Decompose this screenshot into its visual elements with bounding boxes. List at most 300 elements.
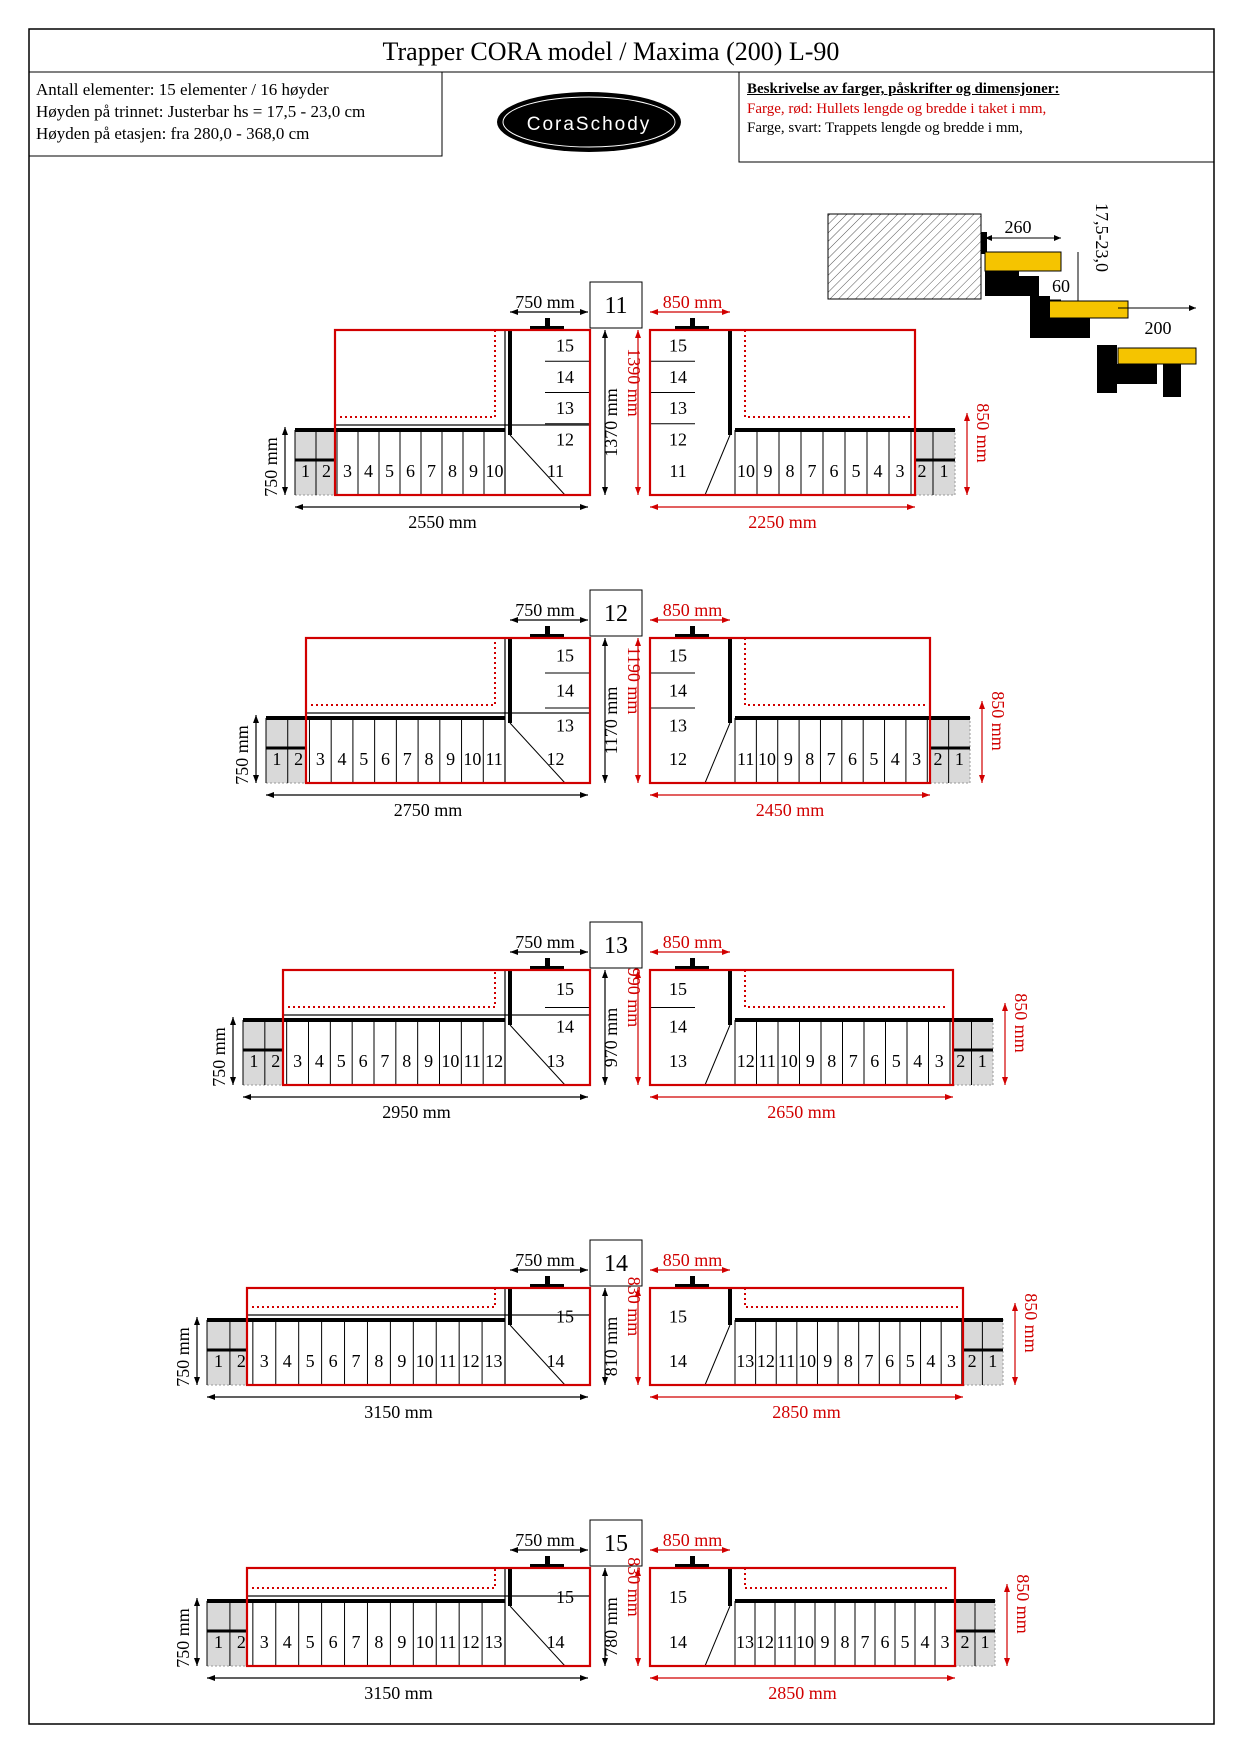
dimension-arrow bbox=[722, 1547, 730, 1553]
left-depth-label: 1370 mm bbox=[601, 388, 621, 457]
dimension-arrow bbox=[194, 1598, 200, 1606]
step-number: 9 bbox=[397, 1351, 407, 1371]
dimension-arrow bbox=[650, 617, 658, 623]
step-number: 13 bbox=[669, 1051, 687, 1071]
step-number: 1 bbox=[213, 1351, 223, 1371]
dimension-arrow bbox=[602, 1658, 608, 1666]
dimension-arrow bbox=[194, 1317, 200, 1325]
step-number: 11 bbox=[758, 1051, 776, 1071]
step-number: 2 bbox=[933, 749, 943, 769]
ceiling-hole-outline bbox=[650, 970, 953, 1085]
step-number: 6 bbox=[381, 749, 390, 769]
step-number: 12 bbox=[461, 1351, 480, 1371]
step-number: 8 bbox=[843, 1351, 853, 1371]
svg-text:200: 200 bbox=[1144, 318, 1172, 338]
stair-variants bbox=[173, 282, 1041, 1703]
left-stair-plan bbox=[173, 1530, 621, 1703]
step-number: 7 bbox=[351, 1632, 361, 1652]
winder-diagonal bbox=[705, 1025, 730, 1085]
dimension-arrow bbox=[282, 427, 288, 435]
ceiling-hole-dotted bbox=[340, 330, 495, 417]
dimension-arrow bbox=[1012, 1303, 1018, 1311]
right-depth-label: 990 mm bbox=[624, 967, 644, 1028]
step-number: 10 bbox=[796, 1632, 814, 1652]
step-number: 3 bbox=[293, 1051, 303, 1071]
ceiling-hole-dotted bbox=[745, 1568, 950, 1588]
info-floor-height: Høyden på etasjen: fra 280,0 - 368,0 cm bbox=[36, 124, 310, 143]
right-width-label: 850 mm bbox=[662, 292, 723, 312]
ceiling-hole-outline bbox=[283, 970, 590, 1085]
variant-id: 15 bbox=[604, 1531, 628, 1557]
step-number: 14 bbox=[669, 1016, 687, 1037]
dimension-arrow bbox=[722, 1267, 730, 1273]
step-number: 12 bbox=[556, 429, 574, 450]
dimension-arrow bbox=[253, 715, 259, 723]
newel-post bbox=[690, 1556, 695, 1566]
step-number: 2 bbox=[956, 1051, 966, 1071]
dimension-arrow bbox=[979, 701, 985, 709]
step-detail-diagram bbox=[828, 203, 1196, 397]
newel-post bbox=[690, 626, 695, 636]
info-step-height: Høyden på trinnet: Justerbar hs = 17,5 - 23,0 cm bbox=[36, 102, 366, 121]
dimension-arrow bbox=[650, 1675, 658, 1681]
step-number: 4 bbox=[364, 461, 373, 481]
winder-diagonal bbox=[705, 435, 730, 495]
left-width-label: 750 mm bbox=[515, 932, 575, 952]
ceiling-hole-dotted bbox=[745, 638, 925, 705]
step-number: 2 bbox=[271, 1051, 281, 1071]
step-number: 5 bbox=[891, 1051, 901, 1071]
legend-heading: Beskrivelse av farger, påskrifter og dimensjoner: bbox=[747, 81, 1060, 97]
dimension-arrow bbox=[580, 792, 588, 798]
ceiling-hole-dotted bbox=[311, 638, 495, 705]
step-number: 13 bbox=[736, 1632, 754, 1652]
step-number: 15 bbox=[669, 1306, 687, 1327]
left-width-label: 750 mm bbox=[515, 292, 575, 312]
step-number: 5 bbox=[359, 749, 369, 769]
page-title: Trapper CORA model / Maxima (200) L-90 bbox=[382, 37, 840, 66]
step-number: 6 bbox=[358, 1051, 368, 1071]
left-stair-plan bbox=[232, 600, 621, 820]
step-number: 5 bbox=[305, 1351, 315, 1371]
dimension-arrow bbox=[635, 1077, 641, 1085]
svg-text:260: 260 bbox=[1004, 217, 1032, 237]
newel-post bbox=[690, 958, 695, 968]
step-number: 3 bbox=[946, 1351, 956, 1371]
step-number: 8 bbox=[785, 461, 795, 481]
step-number: 6 bbox=[829, 461, 839, 481]
step-number: 6 bbox=[885, 1351, 895, 1371]
svg-text:17,5-23,0: 17,5-23,0 bbox=[1092, 203, 1112, 272]
left-rise-label: 750 mm bbox=[232, 725, 252, 785]
step-number: 6 bbox=[328, 1632, 338, 1652]
svg-text:60: 60 bbox=[1052, 276, 1070, 296]
left-length-label: 2550 mm bbox=[408, 512, 477, 532]
step-number: 1 bbox=[272, 749, 282, 769]
newel-post bbox=[545, 1276, 550, 1286]
step-number: 14 bbox=[556, 366, 574, 387]
step-number: 12 bbox=[461, 1632, 480, 1652]
left-stair-plan bbox=[209, 932, 621, 1122]
left-length-label: 3150 mm bbox=[364, 1683, 433, 1703]
dimension-arrow bbox=[635, 1658, 641, 1666]
dimension-arrow bbox=[580, 1094, 588, 1100]
step-number: 2 bbox=[294, 749, 304, 769]
right-depth-label: 830 mm bbox=[624, 1557, 644, 1617]
dimension-arrow bbox=[635, 638, 641, 646]
dimension-arrow bbox=[580, 617, 588, 623]
left-stair-plan bbox=[261, 292, 621, 532]
right-depth-label: 1390 mm bbox=[624, 348, 644, 417]
dimension-arrow bbox=[580, 504, 588, 510]
step-number: 6 bbox=[848, 749, 857, 769]
dimension-arrow bbox=[650, 1267, 658, 1273]
newel-post bbox=[690, 318, 695, 328]
step-number: 12 bbox=[546, 749, 565, 769]
step-number: 12 bbox=[669, 429, 687, 450]
variant-id: 13 bbox=[604, 933, 628, 959]
step-number: 9 bbox=[823, 1351, 833, 1371]
right-depth-label: 1190 mm bbox=[624, 646, 644, 715]
dimension-arrow bbox=[650, 1094, 658, 1100]
step-number: 2 bbox=[236, 1351, 246, 1371]
step-number: 13 bbox=[556, 398, 574, 419]
step-number: 11 bbox=[485, 749, 503, 769]
dimension-arrow bbox=[1004, 1584, 1010, 1592]
dimension-arrow bbox=[266, 792, 274, 798]
step-number: 5 bbox=[851, 461, 861, 481]
hole-width-label: 850 mm bbox=[1013, 1574, 1033, 1634]
step-number: 2 bbox=[322, 461, 331, 481]
right-width-label: 850 mm bbox=[662, 932, 723, 952]
left-length-label: 2950 mm bbox=[382, 1102, 451, 1122]
dimension-arrow bbox=[635, 487, 641, 495]
step-number: 8 bbox=[448, 461, 457, 481]
step-number: 5 bbox=[385, 461, 394, 481]
winder-diagonal bbox=[705, 1606, 730, 1666]
stair-outline bbox=[306, 713, 590, 783]
left-rise-label: 750 mm bbox=[261, 437, 281, 497]
right-depth-label: 830 mm bbox=[624, 1276, 644, 1337]
dimension-arrow bbox=[635, 775, 641, 783]
variant-id: 12 bbox=[604, 601, 628, 627]
dimension-arrow bbox=[650, 792, 658, 798]
step-number: 12 bbox=[736, 1051, 755, 1071]
step-number: 10 bbox=[779, 1051, 798, 1071]
step-number: 9 bbox=[446, 749, 456, 769]
dimension-arrow bbox=[580, 1547, 588, 1553]
variant-id: 11 bbox=[604, 293, 628, 319]
winder-diagonal bbox=[705, 1325, 730, 1385]
dimension-arrow bbox=[602, 1288, 608, 1296]
step-number: 8 bbox=[840, 1632, 850, 1652]
step-number: 1 bbox=[939, 461, 949, 481]
step-number: 3 bbox=[259, 1632, 269, 1652]
step-number: 15 bbox=[556, 1306, 574, 1327]
ceiling-hole-dotted bbox=[252, 1568, 495, 1588]
step-number: 5 bbox=[869, 749, 879, 769]
dimension-arrow bbox=[722, 617, 730, 623]
step-number: 7 bbox=[351, 1351, 361, 1371]
step-number: 15 bbox=[556, 978, 574, 999]
dimension-arrow bbox=[580, 1267, 588, 1273]
newel-post bbox=[690, 1276, 695, 1286]
svg-text:CoraSchody: CoraSchody bbox=[526, 114, 652, 135]
right-length-label: 2250 mm bbox=[748, 512, 817, 532]
step-number: 7 bbox=[402, 749, 412, 769]
ceiling-hole-dotted bbox=[288, 970, 495, 1007]
step-number: 10 bbox=[485, 461, 504, 481]
step-number: 11 bbox=[737, 749, 755, 769]
dimension-arrow bbox=[580, 1675, 588, 1681]
step-number: 10 bbox=[415, 1351, 434, 1371]
winder-diagonal bbox=[705, 723, 730, 783]
left-rise-label: 750 mm bbox=[173, 1608, 193, 1668]
step-number: 1 bbox=[301, 461, 310, 481]
step-number: 9 bbox=[469, 461, 478, 481]
step-number: 8 bbox=[402, 1051, 412, 1071]
step-number: 2 bbox=[236, 1632, 246, 1652]
left-depth-label: 780 mm bbox=[601, 1597, 621, 1657]
step-number: 13 bbox=[484, 1632, 503, 1652]
left-depth-label: 970 mm bbox=[601, 1007, 621, 1068]
step-number: 14 bbox=[669, 1632, 687, 1652]
dimension-arrow bbox=[650, 1547, 658, 1553]
stair-variant-13 bbox=[209, 922, 1031, 1122]
hole-width-label: 850 mm bbox=[973, 403, 993, 463]
step-number: 4 bbox=[314, 1051, 324, 1071]
step-number: 14 bbox=[669, 366, 687, 387]
step-number: 12 bbox=[669, 749, 687, 769]
dimension-arrow bbox=[580, 1394, 588, 1400]
step-number: 9 bbox=[397, 1632, 407, 1652]
dimension-arrow bbox=[1004, 1658, 1010, 1666]
left-depth-label: 1170 mm bbox=[601, 686, 621, 755]
step-number: 14 bbox=[546, 1632, 565, 1652]
dimension-arrow bbox=[955, 1394, 963, 1400]
step-number: 8 bbox=[827, 1051, 837, 1071]
right-length-label: 2850 mm bbox=[768, 1683, 837, 1703]
dimension-arrow bbox=[1002, 1077, 1008, 1085]
step-number: 10 bbox=[441, 1051, 460, 1071]
dimension-arrow bbox=[650, 309, 658, 315]
left-length-label: 2750 mm bbox=[393, 800, 463, 820]
step-number: 5 bbox=[905, 1351, 915, 1371]
step-number: 14 bbox=[669, 1351, 687, 1371]
step-number: 15 bbox=[556, 335, 574, 356]
newel-post bbox=[545, 626, 550, 636]
dimension-arrow bbox=[650, 504, 658, 510]
step-number: 15 bbox=[669, 1587, 687, 1607]
step-number: 15 bbox=[669, 335, 687, 356]
step-number: 6 bbox=[328, 1351, 338, 1371]
step-number: 2 bbox=[960, 1632, 970, 1652]
left-width-label: 750 mm bbox=[515, 1250, 575, 1270]
ceiling-hole-dotted bbox=[745, 1288, 958, 1307]
dimension-arrow bbox=[1002, 1003, 1008, 1011]
step-number: 1 bbox=[249, 1051, 259, 1071]
dimension-arrow bbox=[964, 413, 970, 421]
step-number: 3 bbox=[343, 461, 352, 481]
step-number: 12 bbox=[756, 1351, 775, 1371]
step-number: 4 bbox=[913, 1051, 923, 1071]
newel-post bbox=[545, 1556, 550, 1566]
left-depth-label: 810 mm bbox=[601, 1316, 621, 1377]
dimension-arrow bbox=[602, 775, 608, 783]
dimension-arrow bbox=[230, 1077, 236, 1085]
step-number: 7 bbox=[864, 1351, 874, 1371]
left-rise-label: 750 mm bbox=[173, 1327, 193, 1387]
dimension-arrow bbox=[722, 309, 730, 315]
step-number: 4 bbox=[926, 1351, 936, 1371]
step-number: 7 bbox=[860, 1632, 870, 1652]
left-width-label: 750 mm bbox=[515, 600, 575, 620]
legend-red-line: Farge, rød: Hullets lengde og bredde i taket i mm, bbox=[747, 101, 1047, 117]
dimension-arrow bbox=[602, 638, 608, 646]
right-stair-plan bbox=[624, 292, 993, 532]
step-number: 6 bbox=[406, 461, 415, 481]
dimension-arrow bbox=[602, 330, 608, 338]
dimension-arrow bbox=[907, 504, 915, 510]
step-number: 10 bbox=[758, 749, 777, 769]
step-number: 11 bbox=[439, 1632, 457, 1652]
step-number: 13 bbox=[669, 715, 687, 736]
right-width-label: 850 mm bbox=[662, 1530, 723, 1550]
dimension-arrow bbox=[947, 1675, 955, 1681]
step-number: 7 bbox=[427, 461, 436, 481]
left-rise-label: 750 mm bbox=[209, 1027, 229, 1087]
step-number: 14 bbox=[556, 680, 574, 701]
step-number: 4 bbox=[873, 461, 883, 481]
step-number: 13 bbox=[669, 398, 687, 419]
step-number: 11 bbox=[669, 461, 687, 481]
right-length-label: 2650 mm bbox=[767, 1102, 836, 1122]
step-number: 11 bbox=[546, 461, 565, 481]
dimension-arrow bbox=[580, 309, 588, 315]
step-number: 3 bbox=[895, 461, 905, 481]
dimension-arrow bbox=[580, 949, 588, 955]
right-stair-plan bbox=[624, 932, 1031, 1122]
variant-id: 14 bbox=[604, 1251, 628, 1277]
step-number: 3 bbox=[934, 1051, 944, 1071]
step-number: 9 bbox=[805, 1051, 815, 1071]
dimension-arrow bbox=[243, 1094, 251, 1100]
stair-variant-11 bbox=[261, 282, 993, 532]
dimension-arrow bbox=[635, 1377, 641, 1385]
step-number: 13 bbox=[556, 715, 574, 736]
dimension-arrow bbox=[650, 949, 658, 955]
dimension-arrow bbox=[650, 1394, 658, 1400]
step-number: 4 bbox=[890, 749, 900, 769]
step-number: 7 bbox=[807, 461, 817, 481]
stair-outline bbox=[283, 1015, 590, 1085]
step-number: 7 bbox=[848, 1051, 858, 1071]
hole-width-label: 850 mm bbox=[1021, 1293, 1041, 1353]
step-number: 1 bbox=[977, 1051, 987, 1071]
dimension-arrow bbox=[1012, 1377, 1018, 1385]
step-number: 5 bbox=[336, 1051, 346, 1071]
step-number: 6 bbox=[870, 1051, 880, 1071]
step-number: 4 bbox=[282, 1351, 292, 1371]
right-length-label: 2450 mm bbox=[755, 800, 825, 820]
step-number: 9 bbox=[820, 1632, 830, 1652]
right-stair-plan bbox=[624, 1250, 1041, 1422]
dimension-arrow bbox=[635, 330, 641, 338]
step-number: 8 bbox=[805, 749, 815, 769]
step-number: 10 bbox=[415, 1632, 434, 1652]
step-number: 2 bbox=[917, 461, 927, 481]
left-stair-plan bbox=[173, 1250, 621, 1422]
info-elements: Antall elementer: 15 elementer / 16 høyder bbox=[36, 80, 329, 99]
step-number: 7 bbox=[380, 1051, 390, 1071]
stair-outline bbox=[650, 970, 953, 1085]
dimension-arrow bbox=[194, 1377, 200, 1385]
left-length-label: 3150 mm bbox=[364, 1402, 433, 1422]
step-number: 10 bbox=[798, 1351, 817, 1371]
right-width-label: 850 mm bbox=[662, 600, 723, 620]
ceiling-hole-dotted bbox=[252, 1288, 495, 1307]
coraschody-logo bbox=[497, 92, 681, 152]
hole-width-label: 850 mm bbox=[1011, 993, 1031, 1053]
step-number: 14 bbox=[546, 1351, 565, 1371]
dimension-arrow bbox=[602, 970, 608, 978]
step-number: 15 bbox=[556, 1587, 574, 1607]
step-number: 4 bbox=[282, 1632, 292, 1652]
step-number: 1 bbox=[954, 749, 964, 769]
dimension-arrow bbox=[722, 949, 730, 955]
stair-variant-15 bbox=[173, 1520, 1033, 1703]
step-number: 12 bbox=[756, 1632, 774, 1652]
dimension-arrow bbox=[979, 775, 985, 783]
step-number: 11 bbox=[776, 1632, 794, 1652]
step-number: 1 bbox=[213, 1632, 223, 1652]
newel-post bbox=[545, 318, 550, 328]
stair-variant-12 bbox=[232, 590, 1008, 820]
step-number: 11 bbox=[463, 1051, 481, 1071]
dimension-arrow bbox=[282, 487, 288, 495]
stair-variant-14 bbox=[173, 1240, 1041, 1422]
step-number: 4 bbox=[920, 1632, 930, 1652]
step-number: 13 bbox=[484, 1351, 503, 1371]
step-number: 3 bbox=[940, 1632, 950, 1652]
newel-post bbox=[545, 958, 550, 968]
step-number: 15 bbox=[556, 645, 574, 666]
dimension-arrow bbox=[602, 1568, 608, 1576]
step-number: 9 bbox=[783, 749, 793, 769]
dimension-arrow bbox=[207, 1675, 215, 1681]
step-number: 15 bbox=[669, 645, 687, 666]
dimension-arrow bbox=[207, 1394, 215, 1400]
dimension-arrow bbox=[602, 1077, 608, 1085]
right-width-label: 850 mm bbox=[662, 1250, 723, 1270]
step-number: 13 bbox=[736, 1351, 755, 1371]
step-number: 5 bbox=[305, 1632, 315, 1652]
step-number: 3 bbox=[315, 749, 325, 769]
ceiling-hole-dotted bbox=[745, 970, 948, 1007]
right-stair-plan bbox=[624, 1530, 1033, 1703]
dimension-arrow bbox=[253, 775, 259, 783]
step-number: 14 bbox=[669, 680, 687, 701]
step-number: 12 bbox=[485, 1051, 504, 1071]
step-number: 8 bbox=[424, 749, 434, 769]
step-number: 11 bbox=[777, 1351, 796, 1371]
step-number: 1 bbox=[980, 1632, 990, 1652]
step-number: 14 bbox=[556, 1016, 574, 1037]
right-length-label: 2850 mm bbox=[772, 1402, 841, 1422]
dimension-arrow bbox=[602, 487, 608, 495]
step-number: 13 bbox=[546, 1051, 565, 1071]
dimension-arrow bbox=[602, 1377, 608, 1385]
